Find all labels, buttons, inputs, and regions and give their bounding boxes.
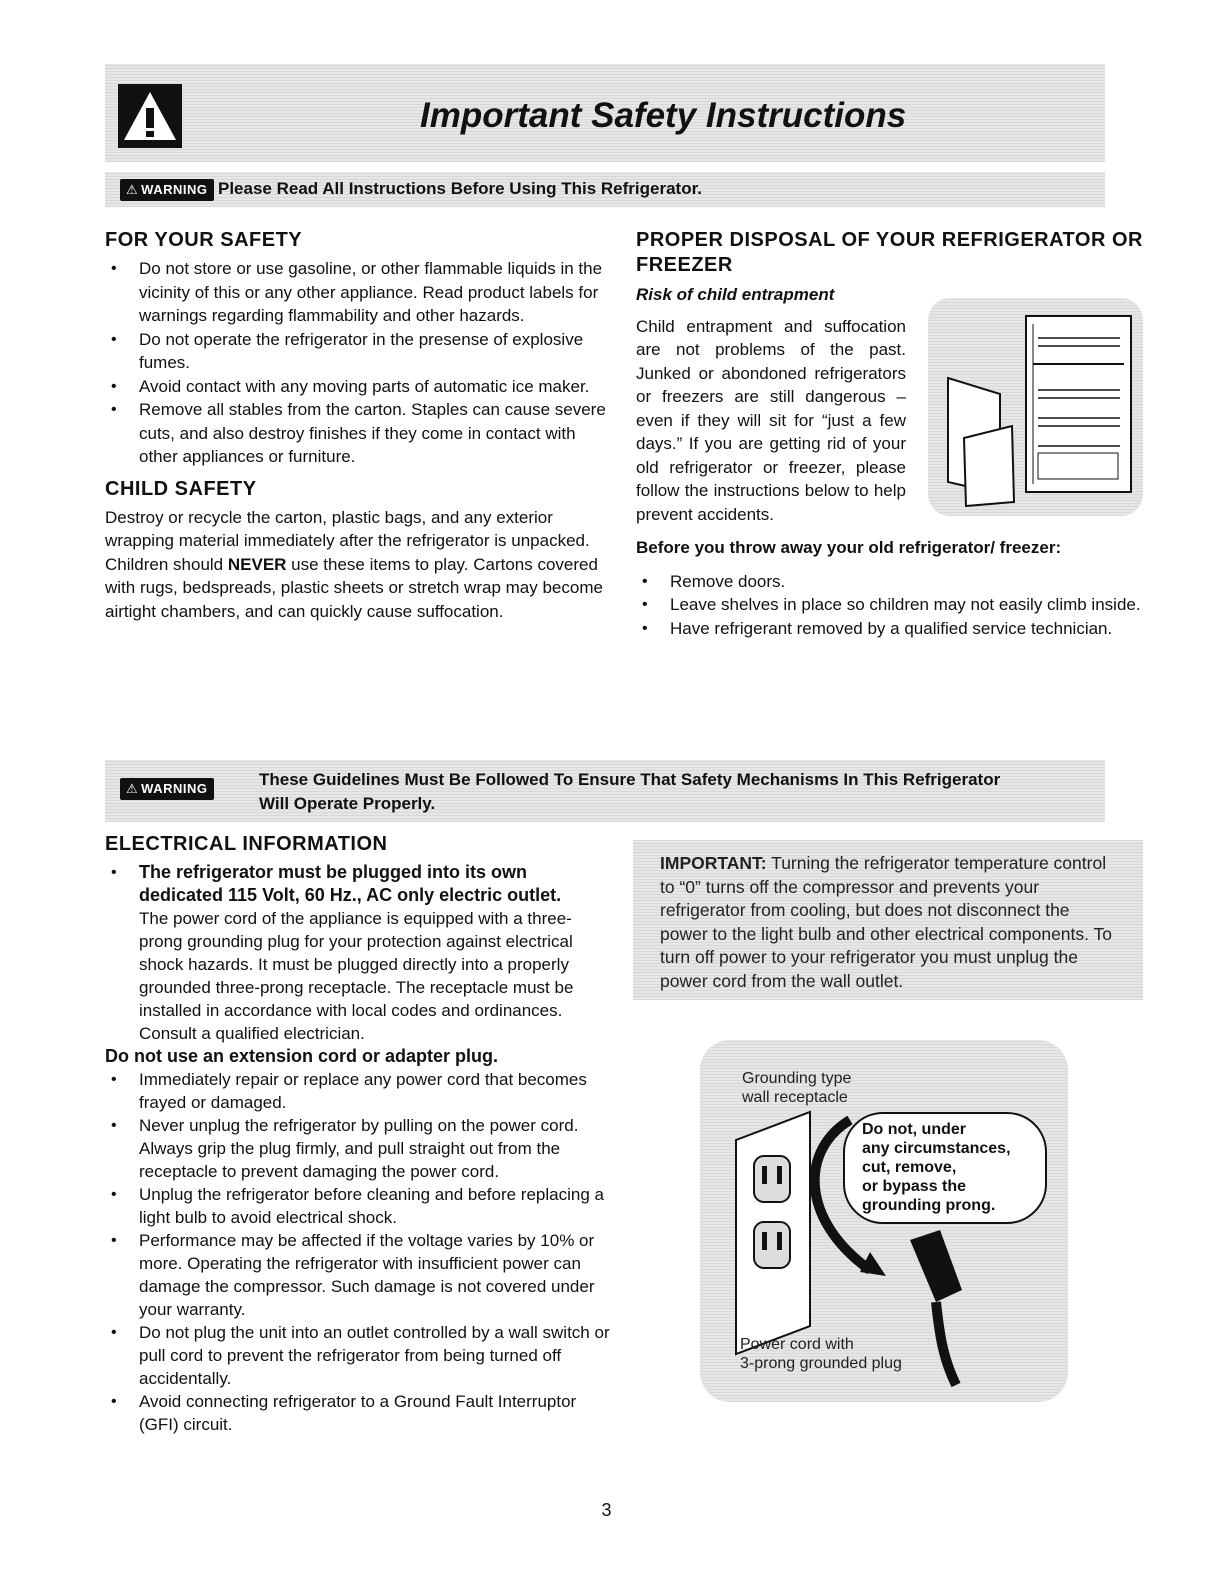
for-your-safety-section: [105, 228, 615, 623]
list-item: • Remove all stables from the carton. Staples can cause severe cuts, and also destroy finishes if they come in contact with other appliances or furniture.: [139, 398, 615, 469]
refrigerator-illustration: [928, 298, 1143, 516]
power-cord-label: Power cord with 3-prong grounded plug: [740, 1336, 902, 1372]
warning-text: These Guidelines Must Be Followed To Ensure That Safety Mechanisms In This Refrigerator: [259, 770, 1001, 789]
section-heading: CHILD SAFETY: [105, 477, 257, 500]
warning-badge: ⚠ WARNING: [120, 179, 214, 201]
warning-banner-guidelines: [105, 760, 1105, 822]
risk-subheading: Risk of child entrapment: [636, 285, 835, 304]
electrical-first-list: [105, 861, 615, 1045]
list-item: • The refrigerator must be plugged into its own dedicated 115 Volt, 60 Hz., AC only electric outlet. The power cord of the appliance is equipped with a three-prong grounding plug for your protection against electrical shock hazards. It must be plugged directly into a properly grounded three-prong receptacle. The receptacle must be installed in accordance with local codes and ordinances. Consult a qualified electrician.: [139, 861, 615, 1045]
list-item: • Do not store or use gasoline, or other flammable liquids in the vicinity of this or any other appliance. Read product labels for warnings regarding flammability and other hazards.: [139, 257, 615, 328]
before-heading: Before you throw away your old refrigerator/ freezer:: [636, 538, 1062, 557]
warning-triangle-icon: ⚠: [126, 781, 139, 796]
page-number: 3: [601, 1500, 612, 1520]
important-note: IMPORTANT: Turning the refrigerator temperature control to “0” turns off the compressor and prevents your refrigerator from cooling, but does not disconnect the power to the light bulb and other electrical components. To turn off power to your refrigerator you must unplug the power cord from the wall outlet.: [660, 853, 1113, 991]
warning-badge: ⚠ WARNING: [120, 778, 214, 800]
electrical-section: [105, 832, 615, 1436]
electrical-list: [105, 1068, 615, 1436]
before-list: [636, 570, 1146, 641]
section-heading: PROPER DISPOSAL OF YOUR REFRIGERATOR OR FREEZER: [636, 229, 1143, 276]
warning-banner-read-instructions: [105, 172, 1105, 207]
list-item: • Avoid connecting refrigerator to a Ground Fault Interruptor (GFI) circuit.: [139, 1390, 615, 1436]
list-item: • Unplug the refrigerator before cleaning and before replacing a light bulb to avoid electrical shock.: [139, 1183, 615, 1229]
child-safety-paragraph: Destroy or recycle the carton, plastic bags, and any exterior wrapping material immediately after the refrigerator is unpacked. Children should NEVER use these items to play. Cartons covered with rugs, bedspreads, plastic sheets or stretch wrap may become airtight chambers, and can quickly cause suffocation.: [105, 507, 603, 621]
list-item: • Remove doors.: [670, 570, 1146, 594]
page-title: Important Safety Instructions: [420, 96, 907, 135]
section-heading: ELECTRICAL INFORMATION: [105, 833, 388, 855]
list-item: • Do not operate the refrigerator in the presense of explosive fumes.: [139, 328, 615, 375]
entrapment-paragraph: Child entrapment and suffocation are not problems of the past. Junked or abondoned refrigerators or freezers are still dangerous – even if they will sit for “just a few days.” If you are getting rid of your old refrigerator or freezer, please follow the instructions below to help prevent accidents.: [636, 316, 906, 524]
list-item: • Have refrigerant removed by a qualified service technician.: [670, 617, 1146, 641]
warning-triangle-icon: ⚠: [126, 182, 139, 197]
list-item: • Avoid contact with any moving parts of automatic ice maker.: [139, 375, 615, 399]
list-item: • Do not plug the unit into an outlet controlled by a wall switch or pull cord to prevent the refrigerator from being turned off accidentally.: [139, 1321, 615, 1390]
warning-text: Will Operate Properly.: [259, 794, 436, 813]
safety-list: [105, 257, 615, 469]
list-item: • Performance may be affected if the voltage varies by 10% or more. Operating the refrigerator with insufficient power can damage the compressor. Such damage is not covered under your warranty.: [139, 1229, 615, 1321]
list-item: • Never unplug the refrigerator by pulling on the power cord. Always grip the plug firmly, and pull straight out from the receptacle to prevent damaging the power cord.: [139, 1114, 615, 1183]
no-extension-warning: Do not use an extension cord or adapter plug.: [105, 1046, 499, 1066]
callout-text: Do not, under any circumstances, cut, remove, or bypass the grounding prong.: [862, 1121, 1011, 1214]
warning-text: Please Read All Instructions Before Using This Refrigerator.: [218, 179, 702, 198]
list-item: • Leave shelves in place so children may not easily climb inside.: [670, 593, 1146, 617]
warning-triangle-icon: [118, 84, 182, 148]
list-item: • Immediately repair or replace any power cord that becomes frayed or damaged.: [139, 1068, 615, 1114]
section-heading: FOR YOUR SAFETY: [105, 229, 303, 251]
receptacle-label: Grounding type wall receptacle: [742, 1070, 852, 1106]
